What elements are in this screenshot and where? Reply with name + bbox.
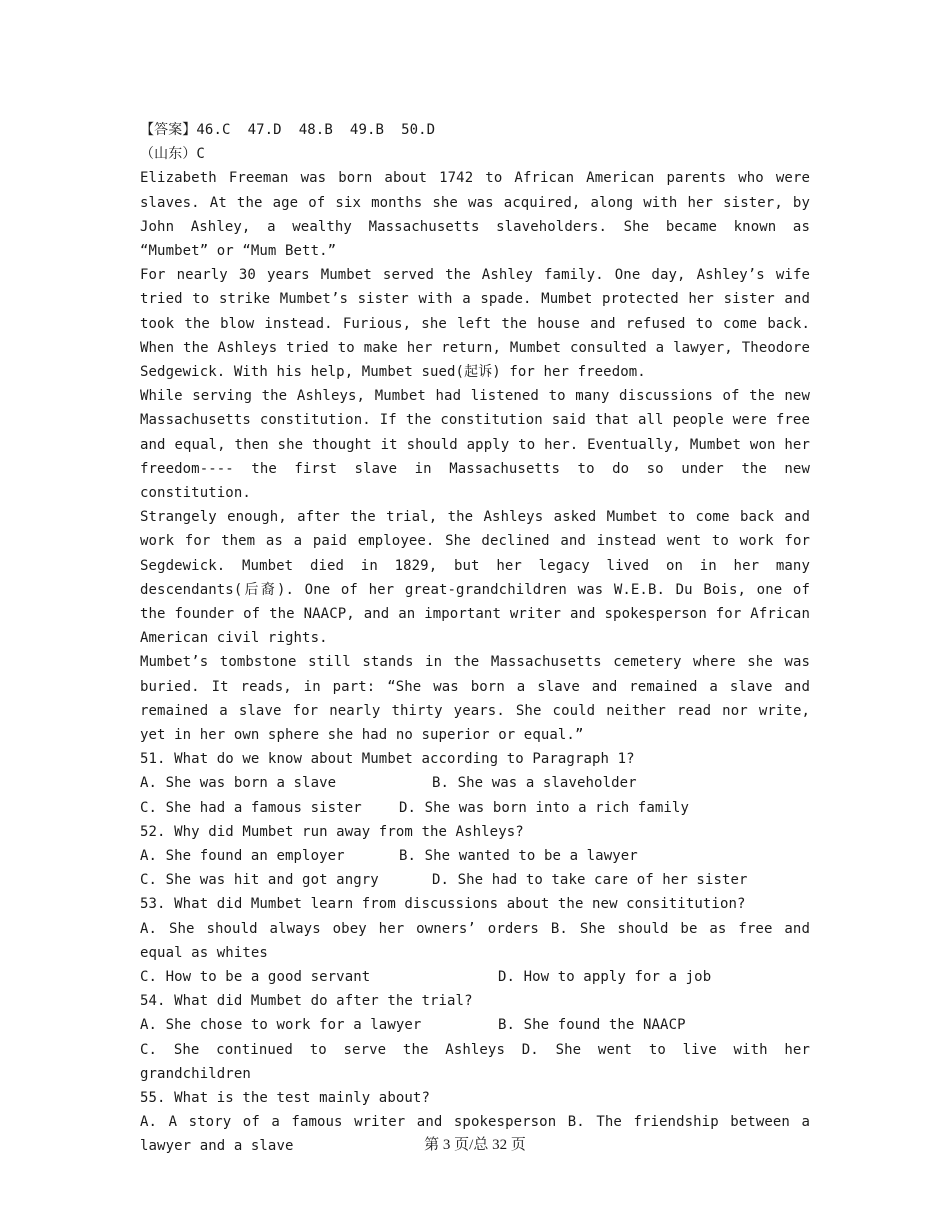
question-54-options-cd: C. She continued to serve the Ashleys D. She went to live with her grandchildren	[140, 1041, 810, 1082]
question-52-stem: 52. Why did Mumbet run away from the Ashleys?	[140, 823, 524, 840]
question-51-option-d: D. She was born into a rich family	[399, 799, 689, 816]
passage-paragraph-3: While serving the Ashleys, Mumbet had listened to many discussions of the new Massachusetts constitution. If the constitution said that all people were free and equal, then she thought it should apply to her. Eventually, Mumbet won her freedom---- the first slave in Massachusetts to do so under the new constitution.	[140, 388, 810, 502]
question-54-options-row-1	[140, 1013, 810, 1037]
question-52-option-d: D. She had to take care of her sister	[432, 872, 748, 889]
passage-paragraph-2: For nearly 30 years Mumbet served the Ashley family. One day, Ashley’s wife tried to strike Mumbet’s sister with a spade. Mumbet protected her sister and took the blow instead. Furious, she left the house and refused to come back. When the Ashleys tried to make her return, Mumbet consulted a lawyer, Theodore Sedgewick. With his help, Mumbet sued(起诉) for her freedom.	[140, 267, 810, 380]
question-53-options-row-2	[140, 965, 810, 989]
page-footer: 第 3 页/总 32 页	[424, 1137, 526, 1153]
question-51-options-row-1	[140, 771, 810, 795]
question-51-option-c: C. She had a famous sister	[140, 799, 362, 816]
question-55-options-ab: A. A story of a famous writer and spokesperson B. The friendship between a lawyer and a slave	[140, 1114, 810, 1155]
question-51-options-row-2	[140, 796, 810, 820]
question-52-option-a: A. She found an employer	[140, 848, 345, 864]
question-53-stem: 53. What did Mumbet learn from discussions about the new consititution?	[140, 896, 746, 913]
answer-key: 【答案】46.C 47.D 48.B 49.B 50.D	[140, 122, 436, 138]
passage-paragraph-5: Mumbet’s tombstone still stands in the Massachusetts cemetery where she was buried. It reads, in part: “She was born a slave and remained a slave and remained a slave for nearly thirty years. She could neither read nor write, yet in her own sphere she had no superior or equal.”	[140, 654, 810, 744]
question-52-options-row-1	[140, 844, 810, 868]
question-54-option-b: B. She found the NAACP	[498, 1017, 686, 1034]
question-52-options-row-2	[140, 868, 810, 892]
question-54-option-a: A. She chose to work for a lawyer	[140, 1017, 422, 1034]
region-answer: （山东）C	[140, 146, 205, 163]
passage-paragraph-1: Elizabeth Freeman was born about 1742 to African American parents who were slaves. At the age of six months she was acquired, along with her sister, by John Ashley, a wealthy Massachusetts slaveholders. She became known as “Mumbet” or “Mum Bett.”	[140, 170, 810, 259]
question-52-option-b: B. She wanted to be a lawyer	[399, 848, 638, 864]
question-53-option-d: D. How to apply for a job	[498, 968, 712, 985]
question-51-option-a: A. She was born a slave	[140, 775, 337, 792]
question-55-stem: 55. What is the test mainly about?	[140, 1089, 430, 1106]
question-53-options-ab: A. She should always obey her owners’ orders B. She should be as free and equal as whites	[140, 920, 810, 961]
question-51-option-b: B. She was a slaveholder	[432, 775, 637, 792]
question-53-option-c: C. How to be a good servant	[140, 968, 371, 985]
passage-paragraph-4: Strangely enough, after the trial, the Ashleys asked Mumbet to come back and work for them as a paid employee. She declined and instead went to work for Segdewick. Mumbet died in 1829, but her legacy lived on in her many descendants(后裔). One of her great-grandchildren was W.E.B. Du Bois, one of the founder of the NAACP, and an important writer and spokesperson for African American civil rights.	[140, 509, 810, 647]
question-54-stem: 54. What did Mumbet do after the trial?	[140, 993, 473, 1010]
question-51-stem: 51. What do we know about Mumbet according to Paragraph 1?	[140, 751, 635, 768]
question-52-option-c: C. She was hit and got angry	[140, 872, 379, 889]
exam-content	[140, 118, 810, 1159]
